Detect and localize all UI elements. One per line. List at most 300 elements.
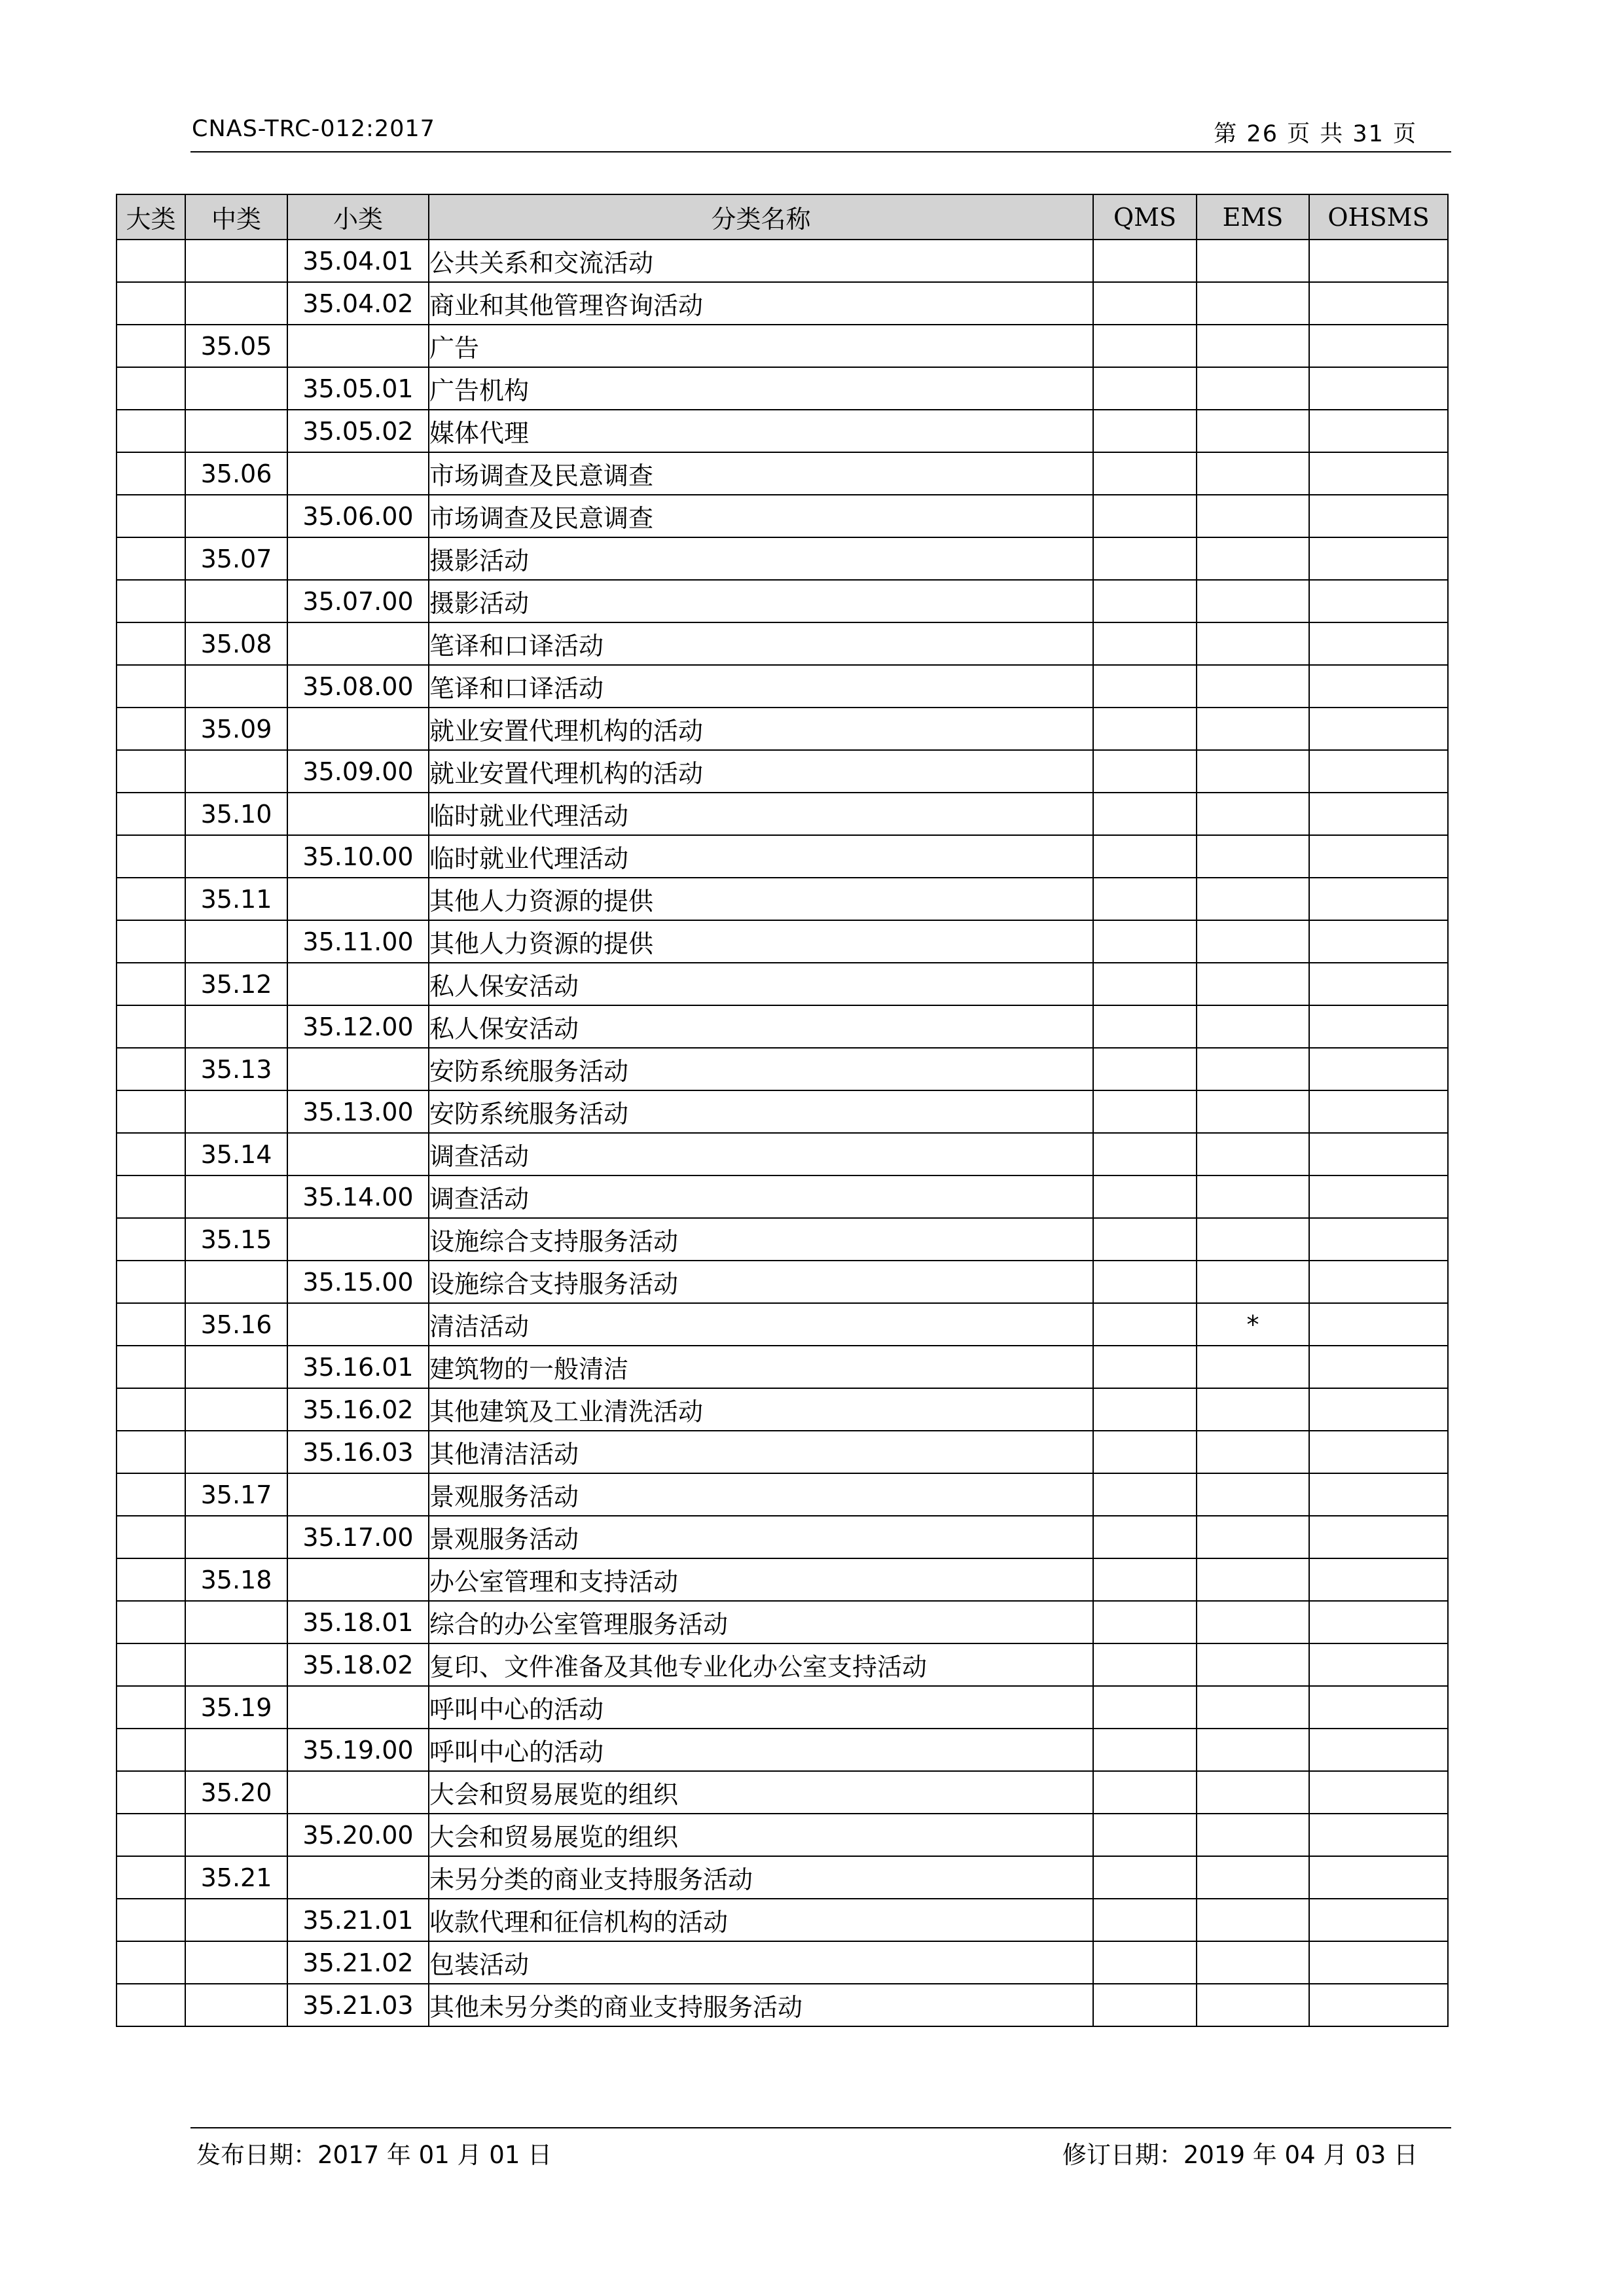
table-row — [117, 1303, 1448, 1346]
cell-name: 临时就业代理活动 — [429, 793, 1093, 835]
cell-middle — [185, 1899, 287, 1941]
table-row — [117, 1856, 1448, 1899]
cell-middle: 35.13 — [185, 1048, 287, 1090]
cell-ohsms — [1309, 1814, 1448, 1856]
cell-name: 安防系统服务活动 — [429, 1090, 1093, 1133]
table-row — [117, 537, 1448, 580]
revision-date: 修订日期：2019 年 04 月 03 日 — [1062, 2141, 1418, 2169]
cell-ohsms — [1309, 452, 1448, 495]
cell-ems — [1197, 1175, 1309, 1218]
cell-major — [117, 495, 185, 537]
cell-name: 就业安置代理机构的活动 — [429, 708, 1093, 750]
cell-name: 媒体代理 — [429, 410, 1093, 452]
cell-qms — [1093, 1984, 1197, 2026]
cell-major — [117, 1133, 185, 1175]
cell-ems — [1197, 580, 1309, 622]
cell-ohsms — [1309, 1431, 1448, 1473]
cell-minor — [287, 1686, 429, 1729]
cell-middle — [185, 1729, 287, 1771]
cell-minor — [287, 452, 429, 495]
table-row — [117, 708, 1448, 750]
cell-middle — [185, 1516, 287, 1558]
cell-minor: 35.09.00 — [287, 750, 429, 793]
cell-qms — [1093, 622, 1197, 665]
cell-ohsms — [1309, 1771, 1448, 1814]
cell-ohsms — [1309, 878, 1448, 920]
cell-ohsms — [1309, 1005, 1448, 1048]
cell-major — [117, 452, 185, 495]
cell-name: 其他人力资源的提供 — [429, 878, 1093, 920]
cell-name: 就业安置代理机构的活动 — [429, 750, 1093, 793]
cell-major — [117, 920, 185, 963]
cell-minor: 35.04.02 — [287, 282, 429, 325]
cell-name: 摄影活动 — [429, 580, 1093, 622]
cell-minor — [287, 1771, 429, 1814]
cell-middle — [185, 1814, 287, 1856]
col-header-qms: QMS — [1093, 194, 1197, 240]
cell-minor — [287, 1133, 429, 1175]
table-row — [117, 1431, 1448, 1473]
cell-ems — [1197, 1516, 1309, 1558]
cell-middle — [185, 1346, 287, 1388]
cell-ems — [1197, 410, 1309, 452]
cell-ohsms — [1309, 1686, 1448, 1729]
cell-middle: 35.19 — [185, 1686, 287, 1729]
cell-name: 大会和贸易展览的组织 — [429, 1814, 1093, 1856]
cell-ohsms — [1309, 1303, 1448, 1346]
classification-table — [116, 194, 1449, 2027]
cell-name: 其他人力资源的提供 — [429, 920, 1093, 963]
table-row — [117, 1516, 1448, 1558]
cell-qms — [1093, 835, 1197, 878]
cell-name: 临时就业代理活动 — [429, 835, 1093, 878]
cell-ohsms — [1309, 665, 1448, 708]
cell-qms — [1093, 1941, 1197, 1984]
cell-ohsms — [1309, 835, 1448, 878]
cell-major — [117, 622, 185, 665]
cell-middle — [185, 282, 287, 325]
cell-middle: 35.07 — [185, 537, 287, 580]
table-row — [117, 367, 1448, 410]
cell-middle: 35.16 — [185, 1303, 287, 1346]
cell-major — [117, 708, 185, 750]
cell-name: 私人保安活动 — [429, 1005, 1093, 1048]
cell-name: 公共关系和交流活动 — [429, 240, 1093, 282]
cell-ohsms — [1309, 1261, 1448, 1303]
table-row — [117, 1346, 1448, 1388]
cell-ohsms — [1309, 1984, 1448, 2026]
cell-major — [117, 1090, 185, 1133]
cell-minor: 35.20.00 — [287, 1814, 429, 1856]
cell-ems — [1197, 750, 1309, 793]
cell-middle — [185, 1941, 287, 1984]
cell-ems — [1197, 708, 1309, 750]
table-row — [117, 963, 1448, 1005]
cell-major — [117, 1516, 185, 1558]
cell-ohsms — [1309, 1473, 1448, 1516]
cell-name: 商业和其他管理咨询活动 — [429, 282, 1093, 325]
cell-major — [117, 1899, 185, 1941]
cell-ohsms — [1309, 1218, 1448, 1261]
cell-middle — [185, 1984, 287, 2026]
table-row — [117, 793, 1448, 835]
cell-qms — [1093, 1303, 1197, 1346]
cell-major — [117, 878, 185, 920]
cell-middle — [185, 920, 287, 963]
cell-name: 建筑物的一般清洁 — [429, 1346, 1093, 1388]
cell-ohsms — [1309, 793, 1448, 835]
cell-ohsms — [1309, 622, 1448, 665]
cell-major — [117, 1686, 185, 1729]
cell-minor: 35.21.02 — [287, 1941, 429, 1984]
cell-qms — [1093, 282, 1197, 325]
cell-ohsms — [1309, 1346, 1448, 1388]
cell-major — [117, 1941, 185, 1984]
cell-major — [117, 580, 185, 622]
cell-ohsms — [1309, 495, 1448, 537]
cell-minor — [287, 1856, 429, 1899]
cell-major — [117, 1175, 185, 1218]
cell-ohsms — [1309, 1643, 1448, 1686]
table-row — [117, 282, 1448, 325]
cell-qms — [1093, 920, 1197, 963]
cell-ohsms — [1309, 1090, 1448, 1133]
cell-qms — [1093, 1771, 1197, 1814]
cell-qms — [1093, 1601, 1197, 1643]
cell-minor — [287, 963, 429, 1005]
table-row — [117, 1729, 1448, 1771]
cell-middle — [185, 1388, 287, 1431]
table-row — [117, 1048, 1448, 1090]
cell-qms — [1093, 410, 1197, 452]
cell-qms — [1093, 1856, 1197, 1899]
cell-ems — [1197, 1218, 1309, 1261]
cell-qms — [1093, 240, 1197, 282]
cell-ems — [1197, 1856, 1309, 1899]
cell-ems — [1197, 878, 1309, 920]
cell-minor: 35.12.00 — [287, 1005, 429, 1048]
cell-qms — [1093, 1175, 1197, 1218]
cell-name: 笔译和口译活动 — [429, 622, 1093, 665]
cell-middle: 35.08 — [185, 622, 287, 665]
cell-middle: 35.20 — [185, 1771, 287, 1814]
cell-qms — [1093, 708, 1197, 750]
cell-ohsms — [1309, 1558, 1448, 1601]
cell-minor — [287, 1048, 429, 1090]
table-row — [117, 1473, 1448, 1516]
cell-minor — [287, 622, 429, 665]
cell-ems — [1197, 963, 1309, 1005]
cell-major — [117, 1388, 185, 1431]
cell-name: 包装活动 — [429, 1941, 1093, 1984]
table-body — [117, 240, 1448, 2026]
cell-minor: 35.06.00 — [287, 495, 429, 537]
cell-ems — [1197, 1686, 1309, 1729]
cell-ems — [1197, 1814, 1309, 1856]
cell-ohsms — [1309, 1941, 1448, 1984]
cell-qms — [1093, 1388, 1197, 1431]
cell-ohsms — [1309, 1601, 1448, 1643]
cell-ohsms — [1309, 1133, 1448, 1175]
cell-ems — [1197, 367, 1309, 410]
table-row — [117, 1261, 1448, 1303]
cell-qms — [1093, 1346, 1197, 1388]
cell-qms — [1093, 963, 1197, 1005]
cell-minor: 35.14.00 — [287, 1175, 429, 1218]
cell-ems — [1197, 1899, 1309, 1941]
cell-qms — [1093, 1899, 1197, 1941]
table-row — [117, 325, 1448, 367]
cell-ems — [1197, 1643, 1309, 1686]
cell-ems — [1197, 920, 1309, 963]
cell-minor: 35.04.01 — [287, 240, 429, 282]
cell-ohsms — [1309, 963, 1448, 1005]
cell-major — [117, 1303, 185, 1346]
cell-name: 其他未另分类的商业支持服务活动 — [429, 1984, 1093, 2026]
cell-name: 办公室管理和支持活动 — [429, 1558, 1093, 1601]
cell-name: 设施综合支持服务活动 — [429, 1218, 1093, 1261]
cell-middle — [185, 835, 287, 878]
cell-ems — [1197, 793, 1309, 835]
table-row — [117, 1175, 1448, 1218]
cell-major — [117, 1856, 185, 1899]
cell-major — [117, 282, 185, 325]
cell-ems — [1197, 1941, 1309, 1984]
cell-ohsms — [1309, 325, 1448, 367]
cell-ohsms — [1309, 537, 1448, 580]
cell-ohsms — [1309, 580, 1448, 622]
footer-divider — [190, 2127, 1451, 2128]
cell-ohsms — [1309, 367, 1448, 410]
cell-minor: 35.21.01 — [287, 1899, 429, 1941]
cell-minor: 35.16.03 — [287, 1431, 429, 1473]
cell-ohsms — [1309, 1899, 1448, 1941]
cell-ohsms — [1309, 1048, 1448, 1090]
cell-major — [117, 1346, 185, 1388]
cell-minor: 35.18.02 — [287, 1643, 429, 1686]
cell-minor — [287, 1558, 429, 1601]
table-row — [117, 1558, 1448, 1601]
cell-ems — [1197, 1090, 1309, 1133]
cell-name: 广告机构 — [429, 367, 1093, 410]
cell-major — [117, 367, 185, 410]
cell-major — [117, 410, 185, 452]
publish-date: 发布日期：2017 年 01 月 01 日 — [196, 2141, 552, 2169]
col-header-name: 分类名称 — [429, 194, 1093, 240]
cell-major — [117, 1558, 185, 1601]
cell-minor: 35.19.00 — [287, 1729, 429, 1771]
cell-qms — [1093, 878, 1197, 920]
table-row — [117, 495, 1448, 537]
cell-qms — [1093, 1516, 1197, 1558]
cell-ems — [1197, 1984, 1309, 2026]
table-row — [117, 1133, 1448, 1175]
cell-name: 呼叫中心的活动 — [429, 1686, 1093, 1729]
cell-minor — [287, 878, 429, 920]
document-code: CNAS-TRC-012:2017 — [192, 116, 435, 142]
col-header-major: 大类 — [117, 194, 185, 240]
cell-middle — [185, 750, 287, 793]
cell-name: 景观服务活动 — [429, 1516, 1093, 1558]
table-row — [117, 835, 1448, 878]
cell-name: 私人保安活动 — [429, 963, 1093, 1005]
cell-name: 市场调查及民意调查 — [429, 495, 1093, 537]
cell-ems — [1197, 282, 1309, 325]
table-row — [117, 410, 1448, 452]
cell-name: 摄影活动 — [429, 537, 1093, 580]
table-row — [117, 580, 1448, 622]
cell-qms — [1093, 1473, 1197, 1516]
cell-middle: 35.09 — [185, 708, 287, 750]
cell-middle — [185, 410, 287, 452]
cell-name: 调查活动 — [429, 1133, 1093, 1175]
cell-ems — [1197, 495, 1309, 537]
cell-minor: 35.21.03 — [287, 1984, 429, 2026]
cell-ems — [1197, 1601, 1309, 1643]
cell-major — [117, 1005, 185, 1048]
cell-minor — [287, 1218, 429, 1261]
cell-middle — [185, 580, 287, 622]
cell-name: 广告 — [429, 325, 1093, 367]
cell-ems — [1197, 1388, 1309, 1431]
cell-major — [117, 963, 185, 1005]
cell-minor: 35.17.00 — [287, 1516, 429, 1558]
cell-ems — [1197, 452, 1309, 495]
cell-name: 大会和贸易展览的组织 — [429, 1771, 1093, 1814]
cell-name: 收款代理和征信机构的活动 — [429, 1899, 1093, 1941]
cell-middle: 35.18 — [185, 1558, 287, 1601]
cell-ohsms — [1309, 920, 1448, 963]
cell-minor — [287, 708, 429, 750]
cell-major — [117, 1431, 185, 1473]
cell-major — [117, 1048, 185, 1090]
cell-ems — [1197, 1558, 1309, 1601]
cell-qms — [1093, 580, 1197, 622]
table-row — [117, 1643, 1448, 1686]
cell-name: 安防系统服务活动 — [429, 1048, 1093, 1090]
cell-major — [117, 750, 185, 793]
cell-ems — [1197, 665, 1309, 708]
cell-ems — [1197, 1473, 1309, 1516]
col-header-minor: 小类 — [287, 194, 429, 240]
cell-qms — [1093, 1133, 1197, 1175]
cell-minor: 35.05.02 — [287, 410, 429, 452]
cell-ems — [1197, 1729, 1309, 1771]
cell-ohsms — [1309, 1516, 1448, 1558]
cell-minor: 35.15.00 — [287, 1261, 429, 1303]
table-row — [117, 1984, 1448, 2026]
cell-name: 其他建筑及工业清洗活动 — [429, 1388, 1093, 1431]
cell-ems — [1197, 1346, 1309, 1388]
cell-qms — [1093, 452, 1197, 495]
cell-qms — [1093, 793, 1197, 835]
cell-qms — [1093, 325, 1197, 367]
table-row — [117, 1218, 1448, 1261]
cell-name: 景观服务活动 — [429, 1473, 1093, 1516]
table-row — [117, 1388, 1448, 1431]
cell-middle: 35.17 — [185, 1473, 287, 1516]
cell-ems — [1197, 1431, 1309, 1473]
cell-name: 清洁活动 — [429, 1303, 1093, 1346]
header-divider — [190, 151, 1451, 152]
cell-ohsms — [1309, 1175, 1448, 1218]
cell-name: 市场调查及民意调查 — [429, 452, 1093, 495]
cell-qms — [1093, 495, 1197, 537]
cell-major — [117, 665, 185, 708]
cell-middle — [185, 367, 287, 410]
table-row — [117, 1899, 1448, 1941]
cell-name: 呼叫中心的活动 — [429, 1729, 1093, 1771]
cell-name: 未另分类的商业支持服务活动 — [429, 1856, 1093, 1899]
cell-name: 调查活动 — [429, 1175, 1093, 1218]
cell-minor — [287, 1473, 429, 1516]
cell-middle — [185, 1005, 287, 1048]
cell-qms — [1093, 1005, 1197, 1048]
cell-ohsms — [1309, 282, 1448, 325]
cell-major — [117, 1771, 185, 1814]
cell-ohsms — [1309, 1729, 1448, 1771]
cell-ems — [1197, 1048, 1309, 1090]
cell-qms — [1093, 367, 1197, 410]
table-row — [117, 622, 1448, 665]
cell-middle — [185, 1090, 287, 1133]
cell-qms — [1093, 1643, 1197, 1686]
cell-minor — [287, 793, 429, 835]
cell-major — [117, 1984, 185, 2026]
cell-minor: 35.18.01 — [287, 1601, 429, 1643]
cell-qms — [1093, 1814, 1197, 1856]
cell-ohsms — [1309, 410, 1448, 452]
cell-middle — [185, 240, 287, 282]
page-number: 第 26 页 共 31 页 — [1214, 121, 1417, 147]
cell-major — [117, 1814, 185, 1856]
cell-minor: 35.05.01 — [287, 367, 429, 410]
cell-name: 笔译和口译活动 — [429, 665, 1093, 708]
cell-major — [117, 1473, 185, 1516]
cell-major — [117, 240, 185, 282]
cell-ohsms — [1309, 240, 1448, 282]
table-row — [117, 1090, 1448, 1133]
cell-middle: 35.10 — [185, 793, 287, 835]
cell-qms — [1093, 1431, 1197, 1473]
cell-middle: 35.11 — [185, 878, 287, 920]
cell-ems — [1197, 1261, 1309, 1303]
cell-minor: 35.07.00 — [287, 580, 429, 622]
cell-major — [117, 1643, 185, 1686]
table-header-row — [117, 194, 1448, 240]
cell-minor: 35.13.00 — [287, 1090, 429, 1133]
table-row — [117, 1771, 1448, 1814]
cell-ems — [1197, 1133, 1309, 1175]
table-row — [117, 665, 1448, 708]
cell-qms — [1093, 1686, 1197, 1729]
cell-middle — [185, 1431, 287, 1473]
table-row — [117, 1686, 1448, 1729]
cell-minor — [287, 325, 429, 367]
cell-middle: 35.15 — [185, 1218, 287, 1261]
cell-middle: 35.14 — [185, 1133, 287, 1175]
cell-ems — [1197, 1771, 1309, 1814]
cell-ohsms — [1309, 750, 1448, 793]
cell-qms — [1093, 1218, 1197, 1261]
cell-ohsms — [1309, 1388, 1448, 1431]
cell-ems — [1197, 537, 1309, 580]
cell-qms — [1093, 1729, 1197, 1771]
cell-ems: * — [1197, 1303, 1309, 1346]
cell-ohsms — [1309, 1856, 1448, 1899]
table-row — [117, 920, 1448, 963]
cell-qms — [1093, 1261, 1197, 1303]
